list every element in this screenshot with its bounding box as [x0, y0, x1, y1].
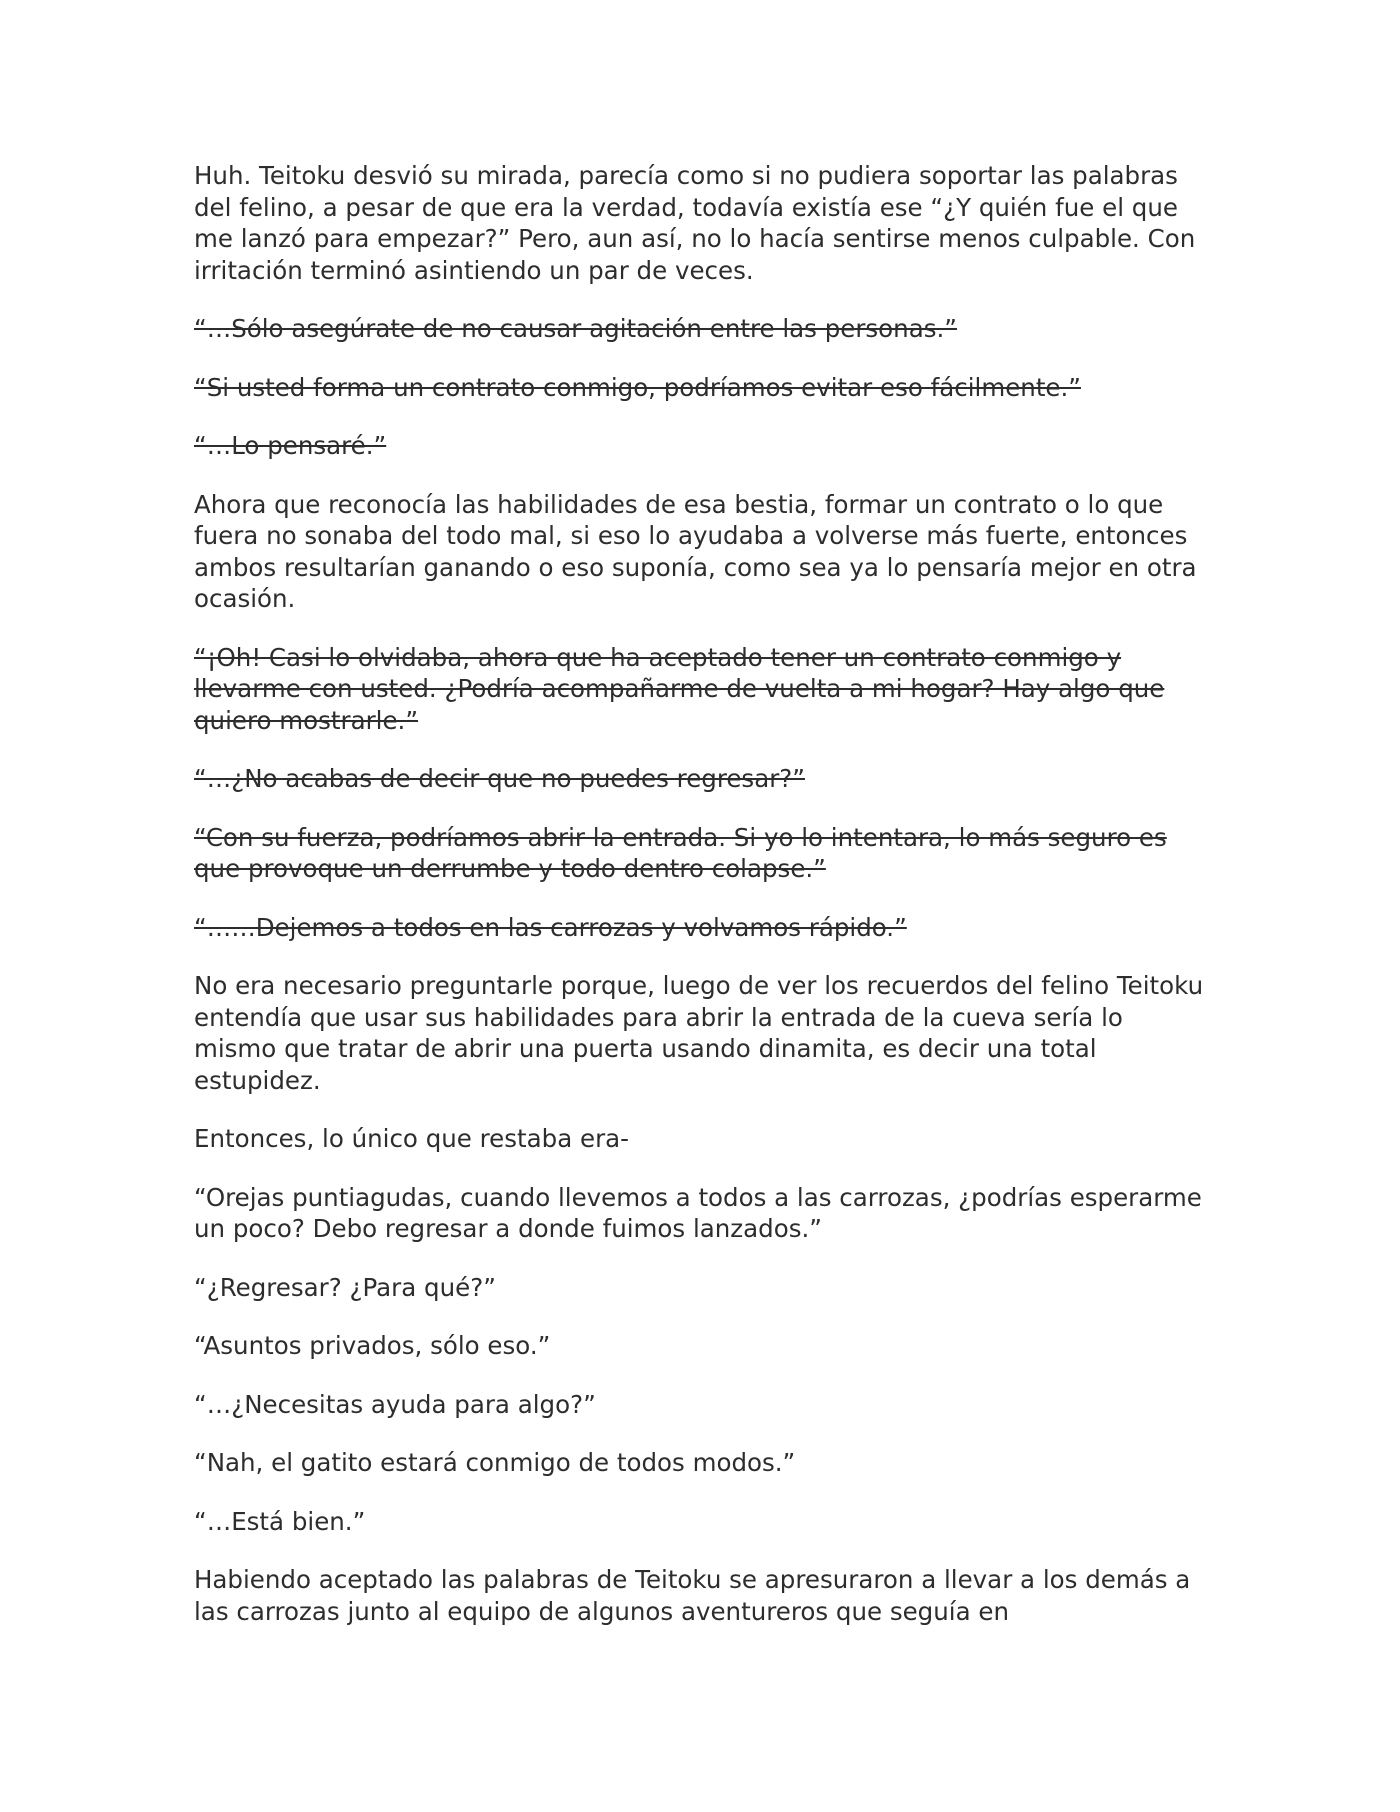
struck-paragraph: “¡Oh! Casi lo olvidaba, ahora que ha aceptado tener un contrato conmigo y llevarme con usted. ¿Podría acompañarme de vuelta a mi hogar? Hay algo que quiero mostrarle.”: [194, 642, 1165, 735]
paragraph: Entonces, lo único que restaba era-: [194, 1124, 629, 1153]
paragraph: No era necesario preguntarle porque, luego de ver los recuerdos del felino Teitoku entendía que usar sus habilidades para abrir la entrada de la cueva sería lo mismo que tratar de abrir una puerta usando dinamita, es decir una total estupidez.: [194, 971, 1204, 1095]
paragraph: “…¿Necesitas ayuda para algo?”: [194, 1389, 596, 1419]
paragraph: “Nah, el gatito estará conmigo de todos modos.”: [194, 1448, 796, 1477]
struck-paragraph: “…Sólo asegúrate de no causar agitación entre las personas.”: [194, 314, 957, 343]
struck-paragraph: “…Lo pensaré.”: [194, 431, 387, 460]
struck-paragraph: “……Dejemos a todos en las carrozas y volvamos rápido.”: [194, 912, 907, 942]
struck-paragraph: “Si usted forma un contrato conmigo, podríamos evitar eso fácilmente.”: [194, 372, 1081, 402]
paragraph: Habiendo aceptado las palabras de Teitoku se apresuraron a llevar a los demás a las carrozas junto al equipo de algunos aventureros que seguía en: [194, 1565, 1191, 1626]
paragraph: “Asuntos privados, sólo eso.”: [194, 1331, 551, 1360]
document-page: [194, 160, 1206, 1654]
paragraph: Ahora que reconocía las habilidades de esa bestia, formar un contrato o lo que fuera no sonaba del todo mal, si eso lo ayudaba a volverse más fuerte, entonces ambos resultarían ganando o eso suponía, como sea ya lo pensaría mejor en otra ocasión.: [194, 489, 1197, 613]
paragraph: Huh. Teitoku desvió su mirada, parecía como si no pudiera soportar las palabras del felino, a pesar de que era la verdad, todavía existía ese “¿Y quién fue el que me lanzó para empezar?” Pero, aun así, no lo hacía sentirse menos culpable. Con irritación terminó asintiendo un par de veces.: [194, 161, 1196, 285]
struck-paragraph: “Con su fuerza, podríamos abrir la entrada. Si yo lo intentara, lo más seguro es que provoque un derrumbe y todo dentro colapse.”: [194, 822, 1167, 883]
paragraph: “…Está bien.”: [194, 1506, 366, 1536]
struck-paragraph: “…¿No acabas de decir que no puedes regresar?”: [194, 764, 805, 793]
paragraph: “Orejas puntiagudas, cuando llevemos a todos a las carrozas, ¿podrías esperarme un poco? Debo regresar a donde fuimos lanzados.”: [194, 1182, 1202, 1243]
paragraph: “¿Regresar? ¿Para qué?”: [194, 1272, 496, 1302]
